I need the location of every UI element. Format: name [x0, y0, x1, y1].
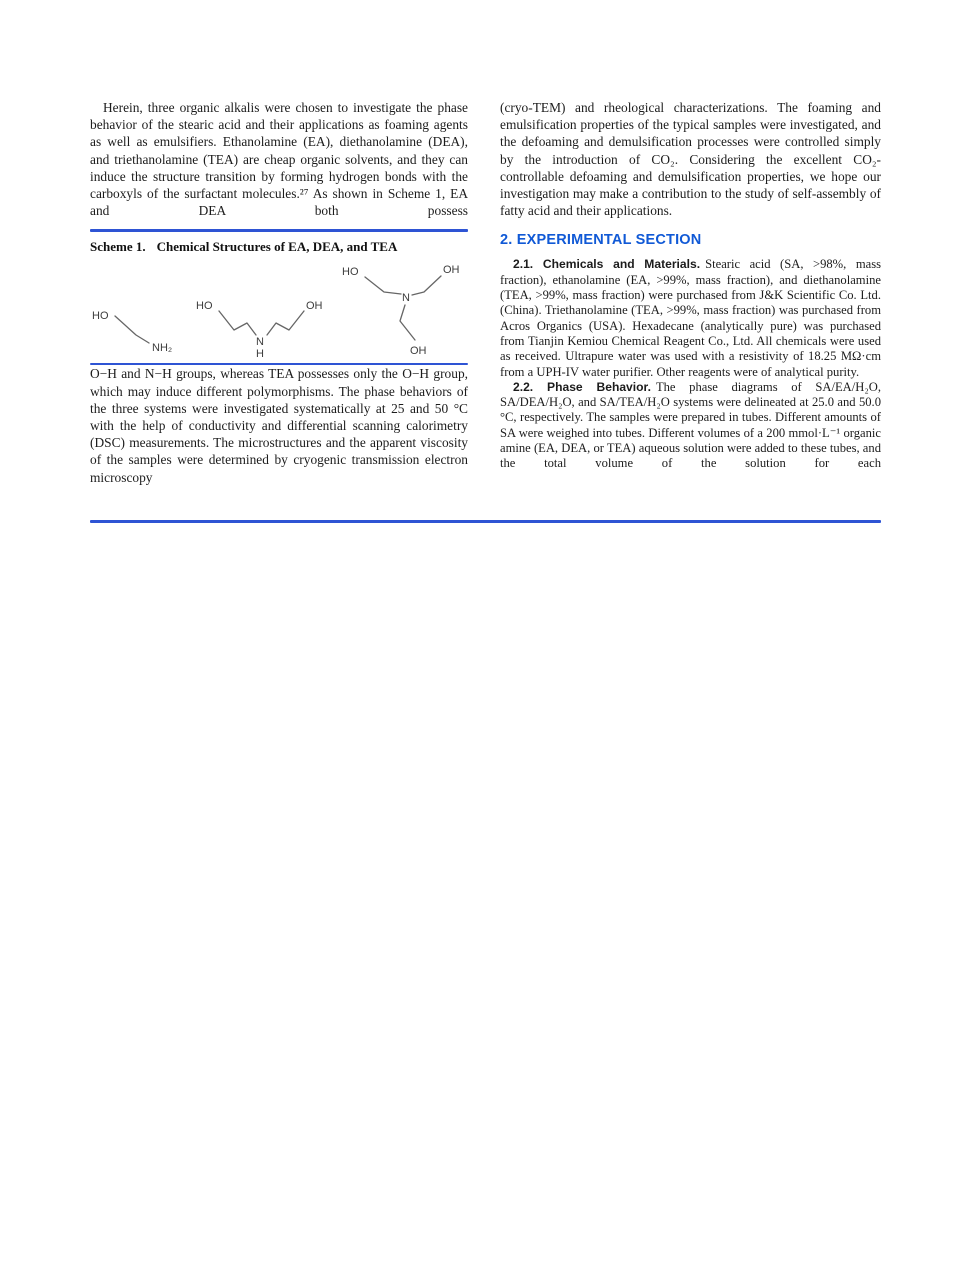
- footer-rule: [90, 520, 881, 523]
- ea-structure: [92, 310, 172, 354]
- scheme-number: Scheme 1.: [90, 238, 146, 254]
- paragraph-intro-right: (cryo-TEM) and rheological characterizations. The foaming and emulsification properties of the typical samples were investigated, and the defoaming and demulsification processes were controlled simply by the introduction of CO₂. Considering the excellent CO₂-controllable defoaming and demulsification properties, we hope our investigation may make a contribution to the study of self-assembly of fatty acid and their applications.: [500, 100, 881, 219]
- scheme-structures: [90, 259, 468, 363]
- scheme-title-text: Chemical Structures of EA, DEA, and TEA: [156, 238, 398, 254]
- ea-ho-label: HO: [92, 309, 109, 322]
- dea-ho-label: HO: [196, 299, 213, 312]
- scheme-title: [90, 238, 468, 255]
- dea-n-label: N: [256, 335, 264, 348]
- dea-oh-label: OH: [306, 299, 323, 312]
- ea-nh2-label: NH₂: [152, 341, 173, 354]
- dea-h-label: H: [256, 347, 264, 360]
- tea-structure: [342, 264, 460, 357]
- subsection-body-2-2: The phase diagrams of SA/EA/H₂O, SA/DEA/H₂O, and SA/TEA/H₂O systems were delineated at 25.0 and 50.0 °C, respectively. The samples were prepared in tubes. Different amounts of SA were weighed into tubes. Different volumes of a 200 mmol·L⁻¹ organic amine (EA, DEA, or TEA) aqueous solution were added to these tubes, and the total volume of the solution for each: [500, 379, 881, 471]
- ea-bond: [115, 316, 149, 343]
- tea-oh-right-label: OH: [443, 263, 460, 276]
- tea-oh-bottom-label: OH: [410, 344, 427, 357]
- tea-n-label: N: [402, 291, 410, 304]
- dea-structure: [196, 300, 323, 360]
- dea-right-bond: [267, 311, 304, 335]
- scheme-top-rule: [90, 229, 468, 232]
- subsection-heading-2-1: 2.1. Chemicals and Materials.: [513, 257, 701, 272]
- scheme-1: [90, 229, 468, 365]
- left-column: [90, 99, 468, 486]
- section-heading-experimental: 2. EXPERIMENTAL SECTION: [500, 232, 702, 249]
- tea-bottom-arm-bond: [400, 305, 415, 340]
- paragraph-phase-behavior: [500, 380, 881, 472]
- paragraph-continuation-left: O−H and N−H groups, whereas TEA possesses only the O−H group, which may induce different polymorphisms. The phase behaviors of the three systems were investigated systematically at 25 and 50 °C with the help of conductivity and differential scanning calorimetry (DSC) measurements. The microstructures and the apparent viscosity of the samples were determined by cryogenic transmission electron microscopy: [90, 366, 468, 485]
- subsection-heading-2-2: 2.2. Phase Behavior.: [513, 379, 651, 394]
- tea-ho-label: HO: [342, 265, 359, 278]
- tea-left-arm-bond: [365, 277, 401, 294]
- tea-right-arm-bond: [412, 276, 441, 295]
- dea-left-bond: [219, 311, 256, 335]
- paragraph-chemicals-materials: [500, 257, 881, 379]
- chemical-structures-drawing: [90, 259, 468, 363]
- paragraph-intro-left: Herein, three organic alkalis were chosen to investigate the phase behavior of the stearic acid and their applications as foaming agents as well as emulsifiers. Ethanolamine (EA), diethanolamine (DEA), and triethanolamine (TEA) are cheap organic solvents, and they can induce the structure transition by forming hydrogen bonds with the carboxyls of the surfactant molecules.²⁷ As shown in Scheme 1, EA and DEA both possess: [90, 100, 468, 219]
- subsection-body-2-1: Stearic acid (SA, >98%, mass fraction), ethanolamine (EA, >99%, mass fraction), and diethanolamine (TEA, >99%, mass fraction) were purchased from J&K Scientific Co. Ltd. (China). Triethanolamine (TEA, >99%, mass fraction) was purchased from Acros Organics (USA). Hexadecane (analytically pure) was purchased from Tianjin Kemiou Chemical Reagent Co., Ltd. All chemicals were used as received. Ultrapure water was used with a resistivity of 18.25 MΩ·cm from a UPH-IV water purifier. Other reagents were of analytical purity.: [500, 257, 882, 379]
- right-column: [500, 99, 881, 472]
